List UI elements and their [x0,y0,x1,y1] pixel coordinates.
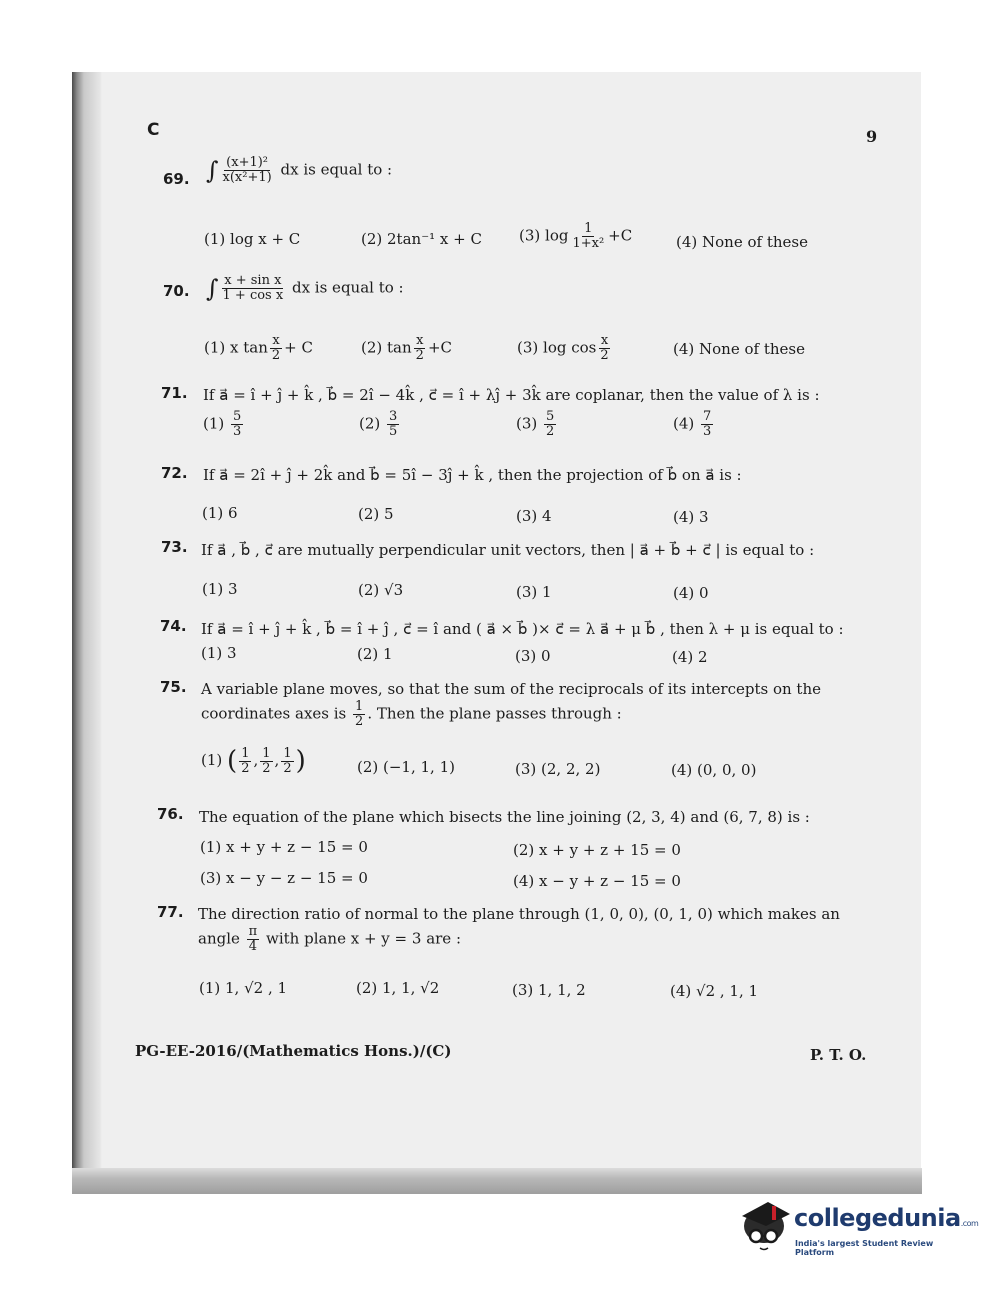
option: (1) 3 [201,644,237,662]
option: (2) (−1, 1, 1) [357,758,455,776]
option: (3) (2, 2, 2) [515,760,601,778]
question-stem: ∫ $\frac{\text{(x+1)²}}{\text{x(x²+1)}}$ dx is equal to : [206,155,393,185]
option: (3) log cos $\frac{x}{2}$ [517,333,609,363]
option: (1) log x + C [204,230,301,248]
question-stem-line1: The direction ratio of normal to the plane through (1, 0, 0), (0, 1, 0) which makes an [198,905,840,923]
option: (2) 1 [357,645,393,663]
option: (1) ( $\frac{1}{2}$ , $\frac{1}{2}$ , $\frac{1}{2}$ ) [201,745,306,776]
question-stem: If a⃗ = î + ĵ + k̂ , b⃗ = 2î − 4k̂ , c⃗ = î + λĵ + 3k̂ are coplanar, then the value of λ is : [203,386,820,404]
question-number: 72. [161,464,188,482]
option: (3) $\frac{5}{2}$ [516,409,555,439]
question-number: 76. [157,805,184,823]
question-number: 73. [161,538,188,556]
option: (3) 0 [515,647,551,665]
question-number: 69. [163,170,190,188]
question-stem: If a⃗ = î + ĵ + k̂ , b⃗ = î + ĵ , c⃗ = î and ( a⃗ × b⃗ )× c⃗ = λ a⃗ + μ b⃗ , then λ + μ is equal to : [201,620,844,638]
student-mascot-icon [738,1196,794,1256]
question-stem: ∫ $\frac{\text{x + sin x}}{\text{1 + cos x}}$ dx is equal to : [206,273,404,303]
option: (4) x − y + z − 15 = 0 [513,872,681,890]
question-number: 70. [163,282,190,300]
option: (4) √2 , 1, 1 [670,982,759,1000]
logo-tagline: India's largest Student Review Platform [795,1239,934,1257]
option: (1) 1, √2 , 1 [199,979,288,997]
question-stem-line2: angle $\frac{\pi}{4}$ with plane x + y = 3 are : [198,924,462,954]
option: (1) 6 [202,504,238,522]
set-code: C [147,120,160,140]
scan-shadow-bottom [72,1168,922,1194]
option: (4) 2 [672,648,708,666]
option: (3) 1 [516,583,552,601]
option: (2) 2tan⁻¹ x + C [361,230,482,248]
question-stem: If a⃗ = 2î + ĵ + 2k̂ and b⃗ = 5î − 3ĵ + k̂ , then the projection of b⃗ on a⃗ is : [203,466,742,484]
option: (2) 1, 1, √2 [356,979,440,997]
page-number: 9 [866,127,878,146]
question-stem-line2: coordinates axes is $\frac{1}{2}$ . Then the plane passes through : [201,699,622,729]
option: (4) 0 [673,584,709,602]
question-number: 74. [160,617,187,635]
question-stem: If a⃗ , b⃗ , c⃗ are mutually perpendicular unit vectors, then | a⃗ + b⃗ + c⃗ | is equal to : [201,541,815,559]
option: (1) $\frac{5}{3}$ [203,409,242,439]
option: (3) log $\frac{1}{\text{1+x²}}$ +C [519,221,633,251]
option: (2) 5 [358,505,394,523]
option: (4) None of these [673,340,805,358]
option: (3) 1, 1, 2 [512,981,586,999]
option: (1) 3 [202,580,238,598]
option: (2) √3 [358,581,404,599]
question-number: 71. [161,384,188,402]
option: (2) $\frac{3}{5}$ [359,409,398,439]
collegedunia-logo [738,1196,979,1262]
option: (4) 3 [673,508,709,526]
option: (2) tan $\frac{x}{2}$ +C [361,333,452,363]
logo-wordmark: collegedunia.com [794,1204,979,1232]
option: (1) x + y + z − 15 = 0 [200,838,368,856]
option: (2) x + y + z + 15 = 0 [513,841,681,859]
pto-label: P. T. O. [810,1046,867,1064]
option: (3) x − y − z − 15 = 0 [200,869,368,887]
question-number: 75. [160,678,187,696]
option: (4) (0, 0, 0) [671,761,757,779]
scan-shadow-left [72,72,102,1192]
option: (4) None of these [676,233,808,251]
option: (4) $\frac{7}{3}$ [673,409,712,439]
question-number: 77. [157,903,184,921]
question-stem-line1: A variable plane moves, so that the sum of the reciprocals of its intercepts on the [201,680,821,698]
option: (3) 4 [516,507,552,525]
question-stem: The equation of the plane which bisects the line joining (2, 3, 4) and (6, 7, 8) is : [199,808,810,826]
option: (1) x tan $\frac{x}{2}$ + C [204,333,313,363]
footer-exam-code: PG-EE-2016/(Mathematics Hons.)/(C) [135,1042,452,1060]
